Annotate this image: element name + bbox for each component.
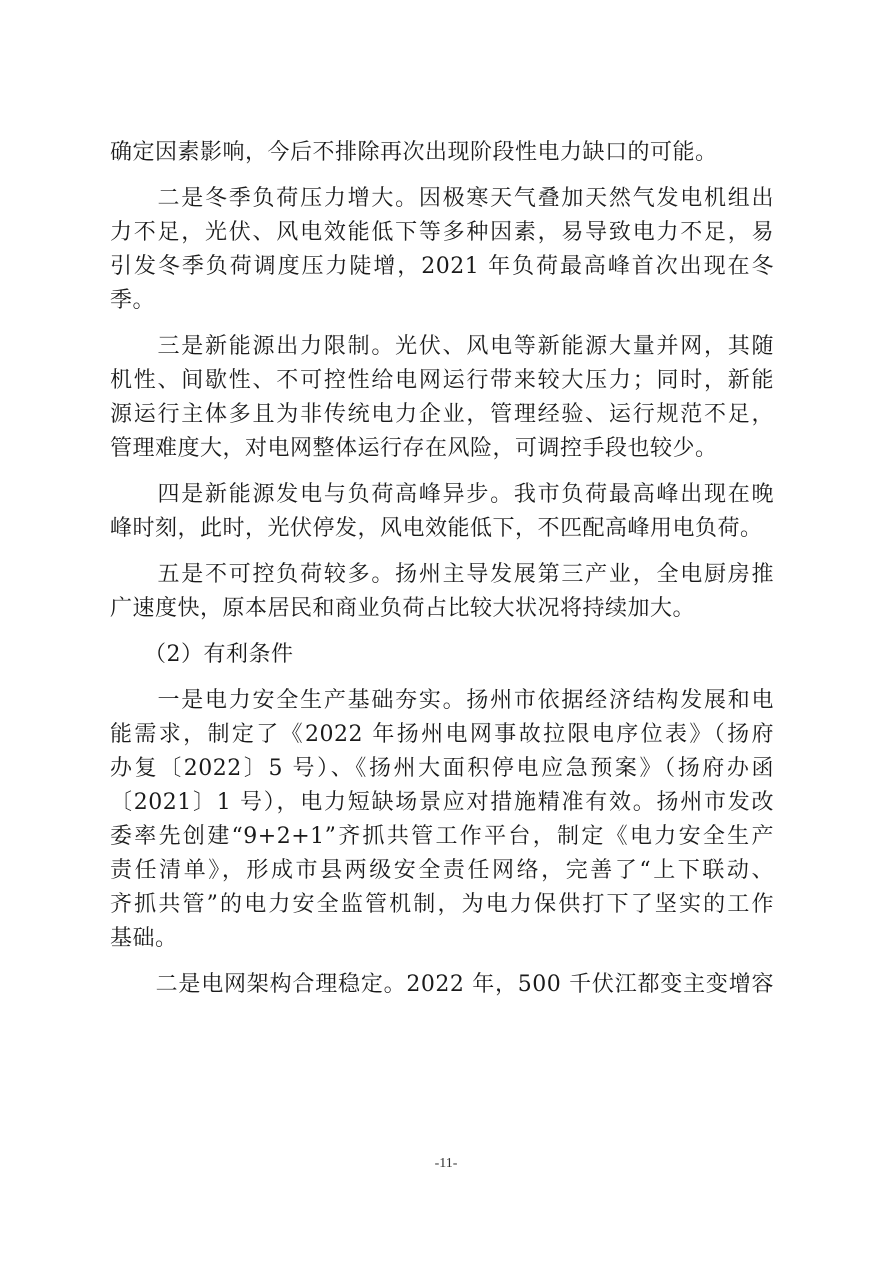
- text-line: 四是新能源发电与负荷高峰异步。我市负荷最高峰出现在晚: [110, 482, 774, 507]
- paragraph-safety-foundation: [110, 684, 774, 956]
- text-line: 能需求，制定了《2022 年扬州电网事故拉限电序位表》（扬府: [110, 722, 774, 747]
- text-line: 引发冬季负荷调度压力陡增，2021 年负荷最高峰首次出现在冬: [110, 254, 774, 279]
- text-line: 力不足，光伏、风电效能低下等多种因素，易导致电力不足，易: [110, 220, 774, 245]
- text-line: 二是冬季负荷压力增大。因极寒天气叠加天然气发电机组出: [110, 186, 774, 211]
- text-line: 办复〔2022〕5 号）、《扬州大面积停电应急预案》（扬府办函: [110, 756, 774, 781]
- text-line: 峰时刻，此时，光伏停发，风电效能低下，不匹配高峰用电负荷。: [110, 516, 763, 541]
- paragraph-winter-load: [110, 182, 774, 318]
- text-line: 机性、间歇性、不可控性给电网运行带来较大压力；同时，新能: [110, 368, 774, 393]
- paragraph-peak-async: [110, 478, 774, 546]
- text-line: 管理难度大，对电网整体运行存在风险，可调控手段也较少。: [110, 436, 718, 461]
- text-line: 确定因素影响，今后不排除再次出现阶段性电力缺口的可能。: [110, 140, 718, 165]
- document-body: [110, 136, 774, 1002]
- page-number: -11-: [434, 1156, 458, 1171]
- paragraph-continuation: [110, 136, 774, 170]
- section-heading: （2）有利条件: [110, 642, 294, 667]
- text-line: 基础。: [110, 926, 178, 951]
- text-line: 五是不可控负荷较多。扬州主导发展第三产业，全电厨房推: [110, 562, 774, 587]
- text-line: 〔2021〕1 号），电力短缺场景应对措施精准有效。扬州市发改: [110, 790, 774, 815]
- text-line: 源运行主体多且为非传统电力企业，管理经验、运行规范不足，: [110, 402, 774, 427]
- paragraph-new-energy-limit: [110, 330, 774, 466]
- text-line: 委率先创建“9+2+1”齐抓共管工作平台，制定《电力安全生产: [110, 824, 774, 849]
- section-heading-favorable-conditions: [110, 638, 774, 672]
- paragraph-grid-structure: [110, 968, 774, 1002]
- text-line: 三是新能源出力限制。光伏、风电等新能源大量并网，其随: [110, 334, 774, 359]
- text-line: 责任清单》，形成市县两级安全责任网络，完善了“上下联动、: [110, 858, 774, 883]
- paragraph-uncontrollable-load: [110, 558, 774, 626]
- text-line: 二是电网架构合理稳定。2022 年，500 千伏江都变主变增容: [110, 972, 774, 997]
- text-line: 齐抓共管”的电力安全监管机制，为电力保供打下了坚实的工作: [110, 892, 774, 917]
- text-line: 一是电力安全生产基础夯实。扬州市依据经济结构发展和电: [110, 688, 774, 713]
- text-line: 季。: [110, 288, 156, 313]
- text-line: 广速度快，原本居民和商业负荷占比较大状况将持续加大。: [110, 596, 696, 621]
